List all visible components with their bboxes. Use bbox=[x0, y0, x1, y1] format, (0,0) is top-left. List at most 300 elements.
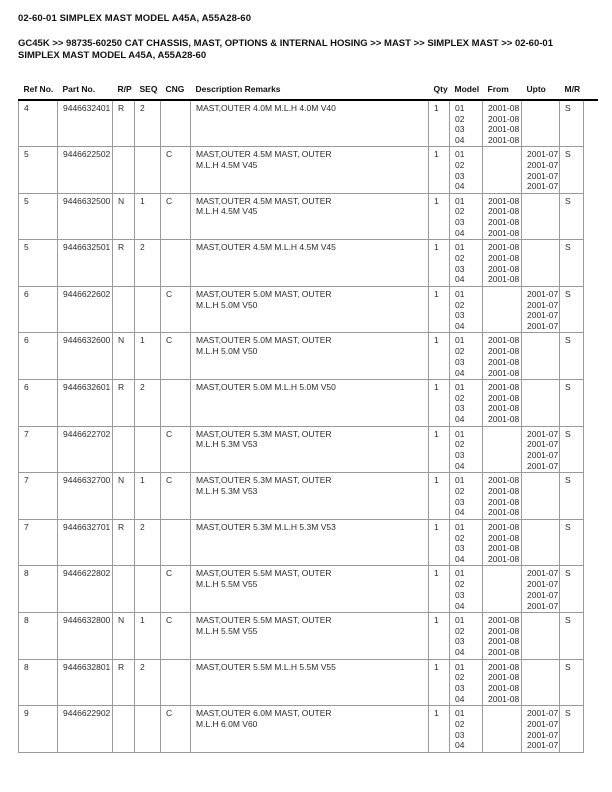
cell-upto bbox=[522, 473, 560, 520]
cell-mr-line: S bbox=[565, 475, 571, 486]
cell-rp bbox=[113, 100, 135, 147]
cell-qty bbox=[429, 473, 450, 520]
cell-model-line: 03 bbox=[455, 403, 465, 414]
column-header-filler bbox=[584, 84, 598, 100]
cell-desc-line: M.L.H 5.0M V50 bbox=[196, 299, 258, 310]
cell-model-line: 03 bbox=[455, 729, 465, 740]
cell-qty bbox=[429, 613, 450, 660]
cell-model-line: 01 bbox=[455, 149, 465, 160]
cell-ref-line: 9 bbox=[24, 708, 29, 719]
cell-from bbox=[483, 659, 522, 706]
cell-qty-line: 1 bbox=[434, 335, 439, 346]
cell-part bbox=[58, 473, 113, 520]
cell-upto bbox=[522, 147, 560, 194]
cell-part bbox=[58, 706, 113, 753]
cell-upto-line: 2001-07 bbox=[527, 460, 559, 471]
table-row bbox=[19, 426, 598, 473]
filler-cell bbox=[584, 240, 598, 287]
cell-from bbox=[483, 706, 522, 753]
filler-cell bbox=[584, 100, 598, 147]
cell-upto bbox=[522, 519, 560, 566]
cell-model-line: 02 bbox=[455, 392, 465, 403]
cell-desc bbox=[191, 519, 429, 566]
column-header-part: Part No. bbox=[58, 84, 113, 100]
cell-desc bbox=[191, 426, 429, 473]
cell-from-line: 2001-08 bbox=[488, 521, 520, 532]
table-row bbox=[19, 613, 598, 660]
cell-ref bbox=[19, 613, 58, 660]
column-header-rp: R/P bbox=[113, 84, 135, 100]
cell-rp bbox=[113, 426, 135, 473]
cell-seq-line: 2 bbox=[140, 103, 145, 113]
table-row bbox=[19, 147, 598, 194]
cell-ref bbox=[19, 519, 58, 566]
cell-seq bbox=[135, 286, 161, 333]
cell-mr bbox=[560, 426, 584, 473]
cell-upto bbox=[522, 706, 560, 753]
filler-cell bbox=[584, 333, 598, 380]
cell-mr bbox=[560, 100, 584, 147]
cell-part-line: 9446622802 bbox=[63, 568, 111, 579]
cell-model-line: 03 bbox=[455, 263, 465, 274]
cell-part-line: 9446622502 bbox=[63, 149, 111, 160]
cell-model-line: 04 bbox=[455, 460, 465, 471]
cell-ref bbox=[19, 380, 58, 427]
cell-ref bbox=[19, 193, 58, 240]
cell-desc bbox=[191, 100, 429, 147]
cell-model-line: 03 bbox=[455, 356, 465, 367]
cell-upto-line: 2001-07 bbox=[527, 310, 559, 321]
cell-from-line: 2001-08 bbox=[488, 382, 520, 393]
cell-from bbox=[483, 286, 522, 333]
cell-model-line: 01 bbox=[455, 475, 465, 486]
cell-from-line: 2001-08 bbox=[488, 135, 520, 146]
cell-model-line: 04 bbox=[455, 740, 465, 751]
cell-desc-line: MAST,OUTER 5.5M MAST, OUTER bbox=[196, 615, 332, 626]
cell-rp bbox=[113, 193, 135, 240]
cell-qty-line: 1 bbox=[434, 195, 439, 206]
cell-cng bbox=[161, 240, 191, 287]
table-header-row bbox=[19, 84, 598, 100]
cell-seq-line: 2 bbox=[140, 521, 145, 532]
column-header-qty: Qty bbox=[429, 84, 450, 100]
column-header-ref: Ref No. bbox=[19, 84, 58, 100]
cell-upto-line: 2001-07 bbox=[527, 600, 559, 611]
cell-from-line: 2001-08 bbox=[488, 532, 520, 543]
cell-part bbox=[58, 380, 113, 427]
cell-model-line: 02 bbox=[455, 672, 465, 683]
cell-model-line: 04 bbox=[455, 274, 465, 285]
cell-mr-line: S bbox=[565, 568, 571, 579]
cell-from-line: 2001-08 bbox=[488, 195, 520, 206]
cell-model-line: 03 bbox=[455, 589, 465, 600]
cell-desc-line: MAST,OUTER 5.0M M.L.H 5.0M V50 bbox=[196, 382, 336, 393]
cell-model-line: 03 bbox=[455, 124, 465, 135]
cell-ref-line: 4 bbox=[24, 103, 29, 113]
cell-ref-line: 7 bbox=[24, 475, 29, 486]
cell-upto-line: 2001-07 bbox=[527, 439, 559, 450]
column-header-upto: Upto bbox=[522, 84, 560, 100]
cell-model-line: 02 bbox=[455, 346, 465, 357]
cell-mr bbox=[560, 240, 584, 287]
page-title: 02-60-01 SIMPLEX MAST MODEL A45A, A55A28-60 bbox=[18, 13, 252, 24]
cell-cng-line: C bbox=[166, 708, 173, 719]
cell-upto bbox=[522, 333, 560, 380]
cell-from-line: 2001-08 bbox=[488, 217, 520, 228]
cell-model bbox=[450, 613, 483, 660]
cell-from bbox=[483, 147, 522, 194]
cell-from bbox=[483, 473, 522, 520]
cell-seq bbox=[135, 706, 161, 753]
cell-cng bbox=[161, 706, 191, 753]
cell-model-line: 01 bbox=[455, 661, 465, 672]
cell-from-line: 2001-08 bbox=[488, 274, 520, 285]
cell-seq bbox=[135, 333, 161, 380]
cell-qty bbox=[429, 147, 450, 194]
cell-upto-line: 2001-07 bbox=[527, 579, 559, 590]
cell-upto bbox=[522, 613, 560, 660]
cell-part bbox=[58, 333, 113, 380]
cell-ref-line: 8 bbox=[24, 615, 29, 626]
cell-seq bbox=[135, 147, 161, 194]
cell-upto-line: 2001-07 bbox=[527, 568, 559, 579]
cell-qty-line: 1 bbox=[434, 382, 439, 393]
cell-desc bbox=[191, 193, 429, 240]
cell-qty bbox=[429, 380, 450, 427]
cell-cng bbox=[161, 100, 191, 147]
parts-table bbox=[18, 84, 598, 753]
cell-upto bbox=[522, 659, 560, 706]
cell-seq bbox=[135, 473, 161, 520]
cell-rp bbox=[113, 286, 135, 333]
cell-model-line: 04 bbox=[455, 227, 465, 238]
cell-from bbox=[483, 240, 522, 287]
cell-from-line: 2001-08 bbox=[488, 124, 520, 135]
filler-cell bbox=[584, 193, 598, 240]
cell-model-line: 01 bbox=[455, 242, 465, 253]
cell-model-line: 03 bbox=[455, 170, 465, 181]
cell-upto-line: 2001-07 bbox=[527, 299, 559, 310]
cell-model-line: 01 bbox=[455, 521, 465, 532]
filler-cell bbox=[584, 473, 598, 520]
cell-model-line: 01 bbox=[455, 335, 465, 346]
cell-ref bbox=[19, 706, 58, 753]
cell-upto bbox=[522, 380, 560, 427]
cell-cng-line: C bbox=[166, 335, 173, 346]
cell-model-line: 01 bbox=[455, 708, 465, 719]
filler-cell bbox=[584, 566, 598, 613]
cell-qty bbox=[429, 286, 450, 333]
cell-model-line: 01 bbox=[455, 195, 465, 206]
cell-upto-line: 2001-07 bbox=[527, 740, 559, 751]
cell-rp bbox=[113, 519, 135, 566]
filler-cell bbox=[584, 286, 598, 333]
cell-from bbox=[483, 566, 522, 613]
cell-seq bbox=[135, 519, 161, 566]
cell-mr bbox=[560, 380, 584, 427]
cell-model-line: 02 bbox=[455, 532, 465, 543]
cell-seq bbox=[135, 659, 161, 706]
cell-qty bbox=[429, 659, 450, 706]
cell-from-line: 2001-08 bbox=[488, 615, 520, 626]
cell-part-line: 9446632700 bbox=[63, 475, 111, 486]
cell-desc-line: MAST,OUTER 5.5M M.L.H 5.5M V55 bbox=[196, 661, 336, 672]
cell-model bbox=[450, 426, 483, 473]
cell-desc bbox=[191, 286, 429, 333]
cell-rp-line: N bbox=[118, 615, 125, 626]
cell-upto-line: 2001-07 bbox=[527, 181, 559, 192]
cell-model-line: 04 bbox=[455, 414, 465, 425]
cell-ref bbox=[19, 473, 58, 520]
cell-desc bbox=[191, 659, 429, 706]
cell-mr bbox=[560, 147, 584, 194]
cell-ref bbox=[19, 100, 58, 147]
cell-model-line: 04 bbox=[455, 647, 465, 658]
cell-from bbox=[483, 519, 522, 566]
cell-cng bbox=[161, 147, 191, 194]
cell-ref bbox=[19, 286, 58, 333]
cell-from-line: 2001-08 bbox=[488, 647, 520, 658]
cell-from-line: 2001-08 bbox=[488, 693, 520, 704]
cell-rp-line: R bbox=[118, 242, 125, 253]
cell-qty bbox=[429, 426, 450, 473]
cell-seq bbox=[135, 426, 161, 473]
column-header-cng: CNG bbox=[161, 84, 191, 100]
cell-desc bbox=[191, 706, 429, 753]
cell-desc-line: M.L.H 5.5M V55 bbox=[196, 579, 258, 590]
cell-part bbox=[58, 519, 113, 566]
cell-upto-line: 2001-07 bbox=[527, 170, 559, 181]
cell-upto bbox=[522, 286, 560, 333]
cell-cng-line: C bbox=[166, 475, 173, 486]
cell-upto-line: 2001-07 bbox=[527, 708, 559, 719]
cell-ref-line: 5 bbox=[24, 242, 29, 253]
cell-qty bbox=[429, 100, 450, 147]
cell-model bbox=[450, 380, 483, 427]
cell-ref-line: 7 bbox=[24, 428, 29, 439]
cell-qty-line: 1 bbox=[434, 428, 439, 439]
cell-rp bbox=[113, 613, 135, 660]
cell-model-line: 01 bbox=[455, 428, 465, 439]
cell-desc-line: M.L.H 5.3M V53 bbox=[196, 485, 258, 496]
cell-mr bbox=[560, 659, 584, 706]
cell-cng bbox=[161, 426, 191, 473]
cell-part-line: 9446632401 bbox=[63, 103, 111, 113]
cell-mr bbox=[560, 613, 584, 660]
filler-cell bbox=[584, 519, 598, 566]
cell-ref-line: 5 bbox=[24, 195, 29, 206]
cell-model-line: 04 bbox=[455, 600, 465, 611]
cell-from-line: 2001-08 bbox=[488, 507, 520, 518]
cell-seq-line: 1 bbox=[140, 195, 145, 206]
cell-seq-line: 1 bbox=[140, 335, 145, 346]
cell-desc bbox=[191, 333, 429, 380]
cell-upto-line: 2001-07 bbox=[527, 149, 559, 160]
cell-model-line: 02 bbox=[455, 252, 465, 263]
cell-model-line: 02 bbox=[455, 718, 465, 729]
cell-rp-line: N bbox=[118, 195, 125, 206]
filler-cell bbox=[584, 380, 598, 427]
cell-mr-line: S bbox=[565, 661, 571, 672]
cell-part-line: 9446632500 bbox=[63, 195, 111, 206]
cell-desc-line: MAST,OUTER 5.0M MAST, OUTER bbox=[196, 288, 332, 299]
table-row bbox=[19, 193, 598, 240]
cell-rp-line: N bbox=[118, 475, 125, 486]
cell-cng bbox=[161, 380, 191, 427]
cell-part-line: 9446622902 bbox=[63, 708, 111, 719]
cell-upto-line: 2001-07 bbox=[527, 159, 559, 170]
cell-model-line: 03 bbox=[455, 496, 465, 507]
cell-part bbox=[58, 147, 113, 194]
cell-desc-line: MAST,OUTER 4.5M M.L.H 4.5M V45 bbox=[196, 242, 336, 253]
cell-upto-line: 2001-07 bbox=[527, 320, 559, 331]
cell-from-line: 2001-08 bbox=[488, 496, 520, 507]
cell-rp-line: R bbox=[118, 382, 125, 393]
cell-model-line: 01 bbox=[455, 288, 465, 299]
cell-model-line: 04 bbox=[455, 507, 465, 518]
cell-from-line: 2001-08 bbox=[488, 335, 520, 346]
cell-model-line: 04 bbox=[455, 181, 465, 192]
cell-rp bbox=[113, 706, 135, 753]
cell-desc-line: M.L.H 4.5M V45 bbox=[196, 206, 258, 217]
table-row bbox=[19, 519, 598, 566]
cell-from-line: 2001-08 bbox=[488, 227, 520, 238]
cell-model-line: 02 bbox=[455, 439, 465, 450]
cell-model-line: 04 bbox=[455, 693, 465, 704]
cell-model-line: 01 bbox=[455, 568, 465, 579]
cell-from-line: 2001-08 bbox=[488, 103, 520, 113]
cell-part-line: 9446622702 bbox=[63, 428, 111, 439]
cell-part bbox=[58, 240, 113, 287]
cell-qty-line: 1 bbox=[434, 149, 439, 160]
cell-qty bbox=[429, 193, 450, 240]
cell-from bbox=[483, 333, 522, 380]
cell-desc bbox=[191, 473, 429, 520]
cell-model-line: 03 bbox=[455, 683, 465, 694]
cell-rp bbox=[113, 659, 135, 706]
cell-part bbox=[58, 193, 113, 240]
column-header-from: From bbox=[483, 84, 522, 100]
cell-desc-line: MAST,OUTER 4.5M MAST, OUTER bbox=[196, 195, 332, 206]
cell-mr-line: S bbox=[565, 521, 571, 532]
cell-desc-line: MAST,OUTER 4.5M MAST, OUTER bbox=[196, 149, 332, 160]
cell-mr bbox=[560, 473, 584, 520]
cell-seq-line: 2 bbox=[140, 661, 145, 672]
cell-seq-line: 2 bbox=[140, 382, 145, 393]
cell-model-line: 03 bbox=[455, 450, 465, 461]
cell-desc-line: MAST,OUTER 5.3M MAST, OUTER bbox=[196, 428, 332, 439]
table-row bbox=[19, 659, 598, 706]
cell-from-line: 2001-08 bbox=[488, 206, 520, 217]
filler-cell bbox=[584, 147, 598, 194]
cell-qty bbox=[429, 519, 450, 566]
cell-from-line: 2001-08 bbox=[488, 403, 520, 414]
cell-seq bbox=[135, 100, 161, 147]
cell-ref-line: 8 bbox=[24, 661, 29, 672]
cell-cng bbox=[161, 519, 191, 566]
table-header bbox=[19, 84, 598, 100]
cell-rp-line: N bbox=[118, 335, 125, 346]
cell-mr-line: S bbox=[565, 382, 571, 393]
cell-seq-line: 1 bbox=[140, 475, 145, 486]
cell-upto bbox=[522, 566, 560, 613]
cell-upto-line: 2001-07 bbox=[527, 729, 559, 740]
cell-from bbox=[483, 100, 522, 147]
filler-cell bbox=[584, 426, 598, 473]
cell-desc-line: M.L.H 5.3M V53 bbox=[196, 439, 258, 450]
cell-part bbox=[58, 613, 113, 660]
cell-from-line: 2001-08 bbox=[488, 661, 520, 672]
cell-from bbox=[483, 613, 522, 660]
cell-seq bbox=[135, 613, 161, 660]
cell-ref-line: 5 bbox=[24, 149, 29, 160]
cell-model bbox=[450, 473, 483, 520]
cell-qty-line: 1 bbox=[434, 242, 439, 253]
cell-model bbox=[450, 286, 483, 333]
cell-desc bbox=[191, 613, 429, 660]
cell-desc bbox=[191, 566, 429, 613]
filler-cell bbox=[584, 659, 598, 706]
cell-model-line: 04 bbox=[455, 367, 465, 378]
cell-rp bbox=[113, 473, 135, 520]
cell-part-line: 9446632701 bbox=[63, 521, 111, 532]
cell-rp bbox=[113, 380, 135, 427]
table-row bbox=[19, 240, 598, 287]
table-row bbox=[19, 100, 598, 147]
cell-model-line: 03 bbox=[455, 636, 465, 647]
cell-ref bbox=[19, 333, 58, 380]
cell-model-line: 04 bbox=[455, 135, 465, 146]
cell-cng bbox=[161, 193, 191, 240]
table-row bbox=[19, 380, 598, 427]
cell-seq-line: 1 bbox=[140, 615, 145, 626]
cell-desc-line: MAST,OUTER 6.0M MAST, OUTER bbox=[196, 708, 332, 719]
breadcrumb: GC45K >> 98735-60250 CAT CHASSIS, MAST, OPTIONS & INTERNAL HOSING >> MAST >> SIMPLEX MAST >> 02-60-01 SIMPLEX MAST MODEL A45A, A55A28-60 bbox=[18, 38, 553, 61]
parts-table-body bbox=[19, 100, 598, 752]
cell-mr-line: S bbox=[565, 288, 571, 299]
cell-part-line: 9446632800 bbox=[63, 615, 111, 626]
cell-model-line: 04 bbox=[455, 553, 465, 564]
cell-model bbox=[450, 100, 483, 147]
filler-cell bbox=[584, 613, 598, 660]
cell-model-line: 01 bbox=[455, 103, 465, 113]
cell-ref bbox=[19, 659, 58, 706]
cell-part-line: 9446622602 bbox=[63, 288, 111, 299]
cell-seq-line: 2 bbox=[140, 242, 145, 253]
table-row bbox=[19, 333, 598, 380]
cell-part-line: 9446632801 bbox=[63, 661, 111, 672]
cell-upto bbox=[522, 100, 560, 147]
cell-qty-line: 1 bbox=[434, 521, 439, 532]
cell-model-line: 01 bbox=[455, 382, 465, 393]
cell-cng-line: C bbox=[166, 149, 173, 160]
cell-qty-line: 1 bbox=[434, 103, 439, 113]
cell-desc-line: MAST,OUTER 5.5M MAST, OUTER bbox=[196, 568, 332, 579]
column-header-desc: Description Remarks bbox=[191, 84, 429, 100]
cell-from-line: 2001-08 bbox=[488, 625, 520, 636]
cell-from-line: 2001-08 bbox=[488, 672, 520, 683]
cell-rp bbox=[113, 147, 135, 194]
cell-desc bbox=[191, 240, 429, 287]
column-header-model: Model bbox=[450, 84, 483, 100]
cell-mr-line: S bbox=[565, 195, 571, 206]
cell-part-line: 9446632600 bbox=[63, 335, 111, 346]
cell-model bbox=[450, 659, 483, 706]
cell-model bbox=[450, 566, 483, 613]
cell-ref-line: 6 bbox=[24, 288, 29, 299]
cell-cng-line: C bbox=[166, 615, 173, 626]
cell-model-line: 02 bbox=[455, 485, 465, 496]
